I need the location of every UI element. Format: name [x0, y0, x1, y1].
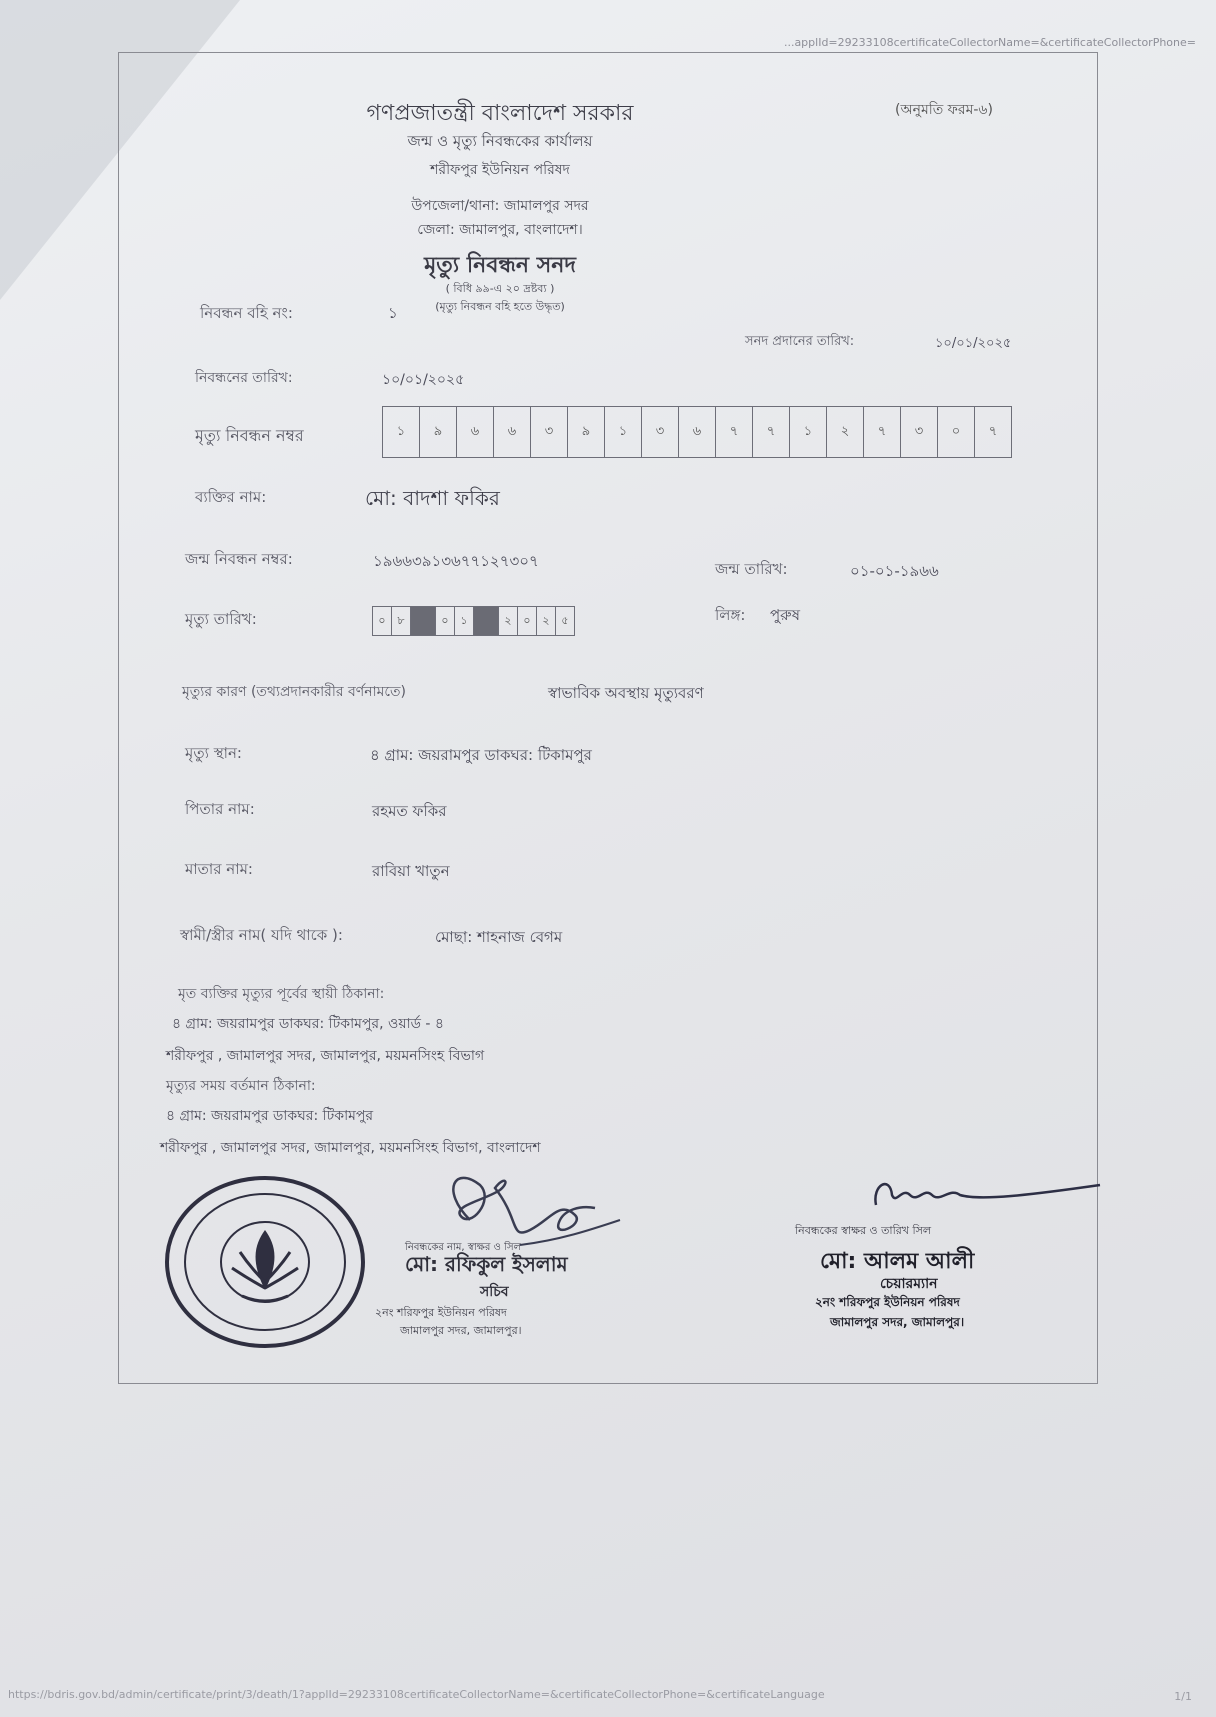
print-url-bottom: https://bdris.gov.bd/admin/certificate/print/3/death/1?applId=29233108certificateCollectorName=&certificateCollectorPhone=&certificateLanguage: [8, 1688, 825, 1701]
print-url-top: ...applId=29233108certificateCollectorName=&certificateCollectorPhone=: [783, 36, 1196, 49]
digit-box: ১: [605, 407, 642, 457]
secretary-address: জামালপুর সদর, জামালপুর।: [400, 1324, 522, 1337]
digit-box: ২: [827, 407, 864, 457]
curr-addr-label: মৃত্যুর সময় বর্তমান ঠিকানা:: [166, 1078, 316, 1094]
secretary-org: ২নং শরিফপুর ইউনিয়ন পরিষদ: [375, 1306, 507, 1319]
government-title: গণপ্রজাতন্ত্রী বাংলাদেশ সরকার: [366, 101, 634, 126]
page-count: 1/1: [1174, 1690, 1192, 1703]
issue-date-value: ১০/০১/২০২৫: [935, 336, 1012, 351]
death-place-label: মৃত্যু স্থান:: [185, 744, 242, 762]
upazila-name: উপজেলা/থানা: জামালপুর সদর: [411, 198, 589, 214]
digit-box: ৬: [457, 407, 494, 457]
mother-value: রাবিয়া খাতুন: [372, 862, 450, 880]
form-label: (অনুমতি ফরম-৬): [895, 102, 993, 118]
date-digit-box: ৮: [392, 607, 411, 635]
issue-date-label: সনদ প্রদানের তারিখ:: [745, 334, 855, 349]
death-date-label: মৃত্যু তারিখ:: [185, 610, 257, 628]
digit-box: ৯: [420, 407, 457, 457]
sex-value: পুরুষ: [770, 606, 800, 624]
chairman-name: মো: আলম আলী: [820, 1249, 975, 1274]
district-name: জেলা: জামালপুর, বাংলাদেশ।: [417, 222, 583, 238]
book-no-label: নিবন্ধন বহি নং:: [200, 304, 293, 322]
date-digit-box: ২: [499, 607, 518, 635]
union-seal: [160, 1172, 370, 1352]
digit-box: ১: [383, 407, 420, 457]
digit-box: ৭: [864, 407, 901, 457]
digit-box: ৩: [531, 407, 568, 457]
reg-date-label: নিবন্ধনের তারিখ:: [195, 370, 293, 386]
death-reg-no-label: মৃত্যু নিবন্ধন নম্বর: [195, 426, 304, 445]
father-label: পিতার নাম:: [185, 800, 255, 818]
digit-box: ৯: [568, 407, 605, 457]
death-reg-no-boxes: [382, 406, 1012, 458]
digit-box: ৩: [642, 407, 679, 457]
union-name: শরীফপুর ইউনিয়ন পরিষদ: [430, 162, 570, 178]
date-digit-box: ০: [518, 607, 537, 635]
perm-addr-line1: ৪ গ্রাম: জয়রামপুর ডাকঘর: টিকামপুর, ওয়ার্ড - ৪: [172, 1016, 444, 1032]
perm-addr-label: মৃত ব্যক্তির মৃত্যুর পূর্বের স্থায়ী ঠিকানা:: [178, 986, 385, 1002]
date-digit-box: ৫: [561, 613, 569, 627]
digit-box: ০: [938, 407, 975, 457]
curr-addr-line2: শরীফপুর , জামালপুর সদর, জামালপুর, ময়মনসিংহ বিভাগ, বাংলাদেশ: [160, 1140, 541, 1156]
registrar-label: নিবন্ধকের নাম, স্বাক্ষর ও সিল: [405, 1242, 522, 1253]
birth-reg-label: জন্ম নিবন্ধন নম্বর:: [185, 550, 293, 568]
spouse-value: মোছা: শাহনাজ বেগম: [435, 928, 563, 946]
dob-value: ০১-০১-১৯৬৬: [850, 562, 939, 580]
dob-label: জন্ম তারিখ:: [715, 560, 788, 578]
digit-box: ৬: [679, 407, 716, 457]
digit-box: ৩: [901, 407, 938, 457]
spouse-label: স্বামী/স্ত্রীর নাম( যদি থাকে ):: [180, 926, 343, 944]
digit-box: ৭: [753, 407, 790, 457]
curr-addr-line1: ৪ গ্রাম: জয়রামপুর ডাকঘর: টিকামপুর: [166, 1108, 374, 1124]
date-digit-box: ১: [455, 607, 474, 635]
rule-reference: ( বিধি ৯৯-এ ২০ দ্রষ্টব্য ): [445, 282, 555, 295]
digit-box: ১: [790, 407, 827, 457]
reg-date-value: ১০/০১/২০২৫: [382, 372, 465, 388]
name-value: মো: বাদশা ফকির: [365, 486, 500, 510]
chairman-sign-label: নিবন্ধকের স্বাক্ষর ও তারিখ সিল: [795, 1224, 932, 1237]
digit-box: ৭: [988, 423, 998, 439]
register-note: (মৃত্যু নিবন্ধন বহি হতে উদ্ধৃত): [435, 300, 565, 313]
date-digit-box: ০: [373, 607, 392, 635]
cause-value: স্বাভাবিক অবস্থায় মৃত্যুবরণ: [548, 684, 704, 702]
certificate-title: মৃত্যু নিবন্ধন সনদ: [424, 253, 576, 278]
death-date-boxes: [372, 606, 575, 636]
date-separator: [411, 607, 436, 635]
digit-box: ৬: [494, 407, 531, 457]
chairman-title: চেয়ারম্যান: [880, 1276, 938, 1292]
cause-label: মৃত্যুর কারণ (তথ্যপ্রদানকারীর বর্ণনামতে): [182, 684, 407, 700]
perm-addr-line2: শরীফপুর , জামালপুর সদর, জামালপুর, ময়মনসিংহ বিভাগ: [166, 1048, 485, 1064]
name-label: ব্যক্তির নাম:: [195, 488, 267, 506]
date-separator: [474, 607, 499, 635]
secretary-name: মো: রফিকুল ইসলাম: [405, 1252, 568, 1276]
date-digit-box: ২: [537, 607, 556, 635]
birth-reg-value: ১৯৬৬৩৯১৩৬৭৭১২৭৩০৭: [373, 552, 539, 570]
secretary-title: সচিব: [480, 1284, 509, 1300]
death-place-value: ৪ গ্রাম: জয়রামপুর ডাকঘর: টিকামপুর: [370, 746, 592, 764]
date-digit-box: ০: [436, 607, 455, 635]
father-value: রহমত ফকির: [372, 802, 447, 820]
digit-box: ৭: [716, 407, 753, 457]
chairman-org: ২নং শরিফপুর ইউনিয়ন পরিষদ: [815, 1295, 960, 1309]
chairman-address: জামালপুর সদর, জামালপুর।: [830, 1315, 965, 1329]
mother-label: মাতার নাম:: [185, 860, 253, 878]
office-name: জন্ম ও মৃত্যু নিবন্ধকের কার্যালয়: [407, 132, 593, 150]
sex-label: লিঙ্গ:: [715, 606, 746, 624]
book-no-value: ১: [388, 304, 398, 322]
chairman-signature: [870, 1165, 1110, 1225]
